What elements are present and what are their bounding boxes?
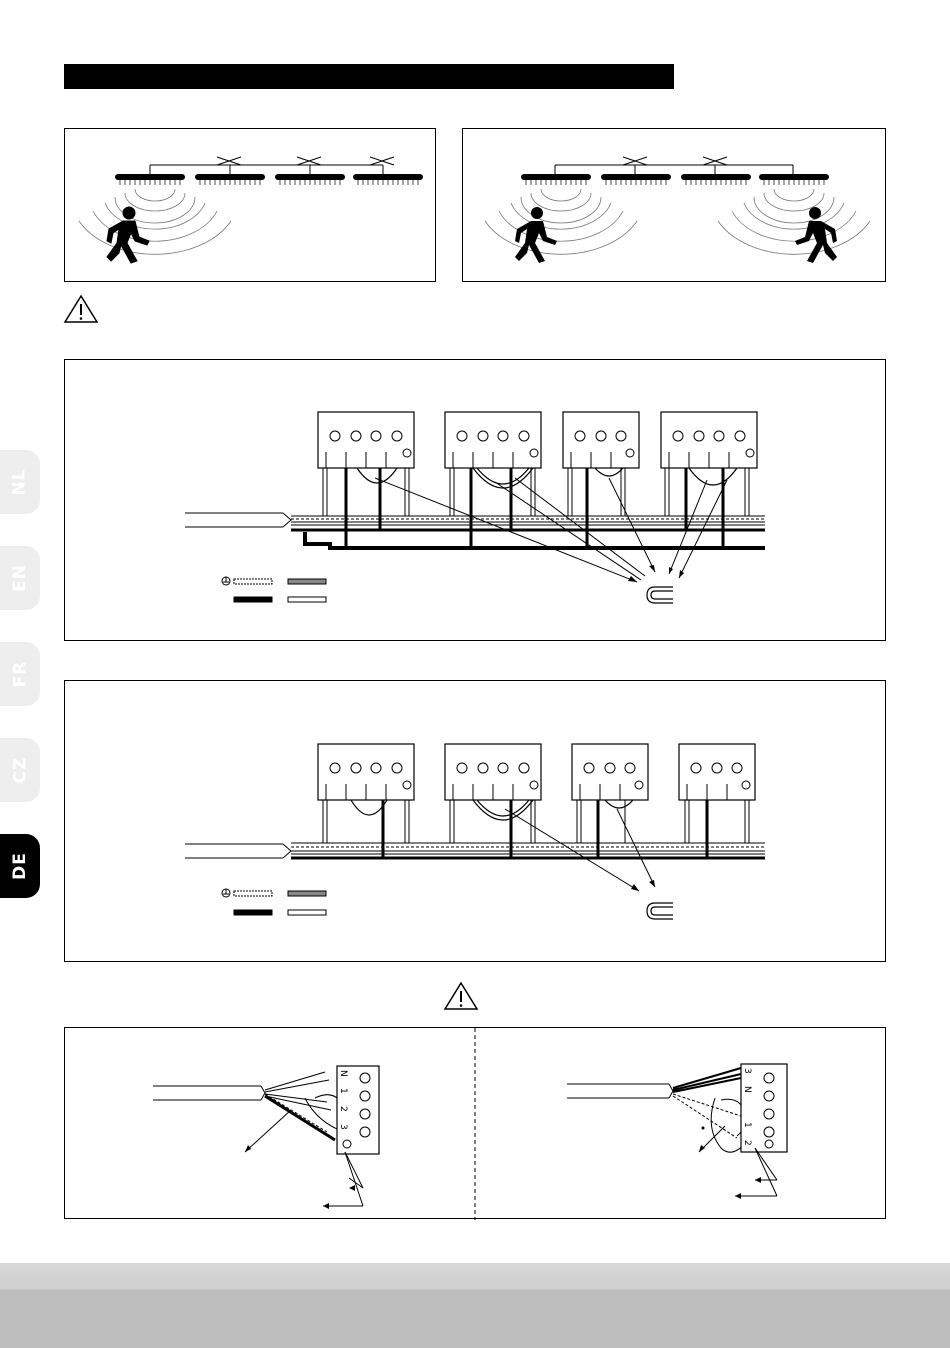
tab-language-en[interactable] [0,546,40,610]
tab-language-label: NL [10,468,30,496]
terminal-label: 2 [338,1106,348,1112]
terminal-label: 3 [338,1124,348,1130]
wiring-diagram-1 [64,359,886,641]
warning-triangle-icon [443,981,479,1011]
wire-legend [222,889,326,915]
tab-language-label: FR [9,660,30,688]
tab-language-fr[interactable] [0,642,40,706]
tab-language-nl[interactable] [0,450,40,514]
earth-symbol-icon [222,577,230,585]
tab-language-cz[interactable] [0,738,40,802]
walking-person-icon [795,207,837,263]
footer-band [0,1263,950,1348]
terminal-block [318,744,755,800]
terminal-block [741,1064,787,1152]
terminal-label: 1 [742,1122,752,1128]
tab-language-label: DE [9,852,30,880]
tab-language-label: CZ [10,756,30,784]
section-title-bar [64,64,674,89]
terminal-block [337,1066,379,1154]
terminal-detail-panel [64,1027,886,1219]
sensor-scenario-dual-drawing [463,129,887,283]
terminal-label: 2 [742,1140,752,1146]
walking-person-icon [515,207,557,263]
tab-language-label: EN [10,564,30,592]
sensor-scenario-dual [462,128,886,282]
sensor-scenario-single-drawing [65,129,437,283]
jumper-bridge-icon [647,903,673,919]
terminal-label: 3 [742,1068,752,1074]
earth-symbol-icon [222,889,230,897]
wiring-diagram-2-drawing [65,681,887,963]
terminal-label: N [742,1086,752,1093]
terminal-label: 1 [338,1088,348,1094]
sensor-scenario-single [64,128,436,282]
jumper-bridge-icon [647,587,673,603]
walking-person-icon [107,207,149,263]
terminal-label: N [338,1070,348,1077]
wiring-diagram-2 [64,680,886,962]
terminal-detail-drawing [65,1028,887,1220]
terminal-block [318,412,757,468]
tab-language-de[interactable] [0,834,40,898]
warning-triangle-icon [63,294,99,324]
wiring-diagram-1-drawing [65,360,887,642]
wire-legend [222,577,326,602]
